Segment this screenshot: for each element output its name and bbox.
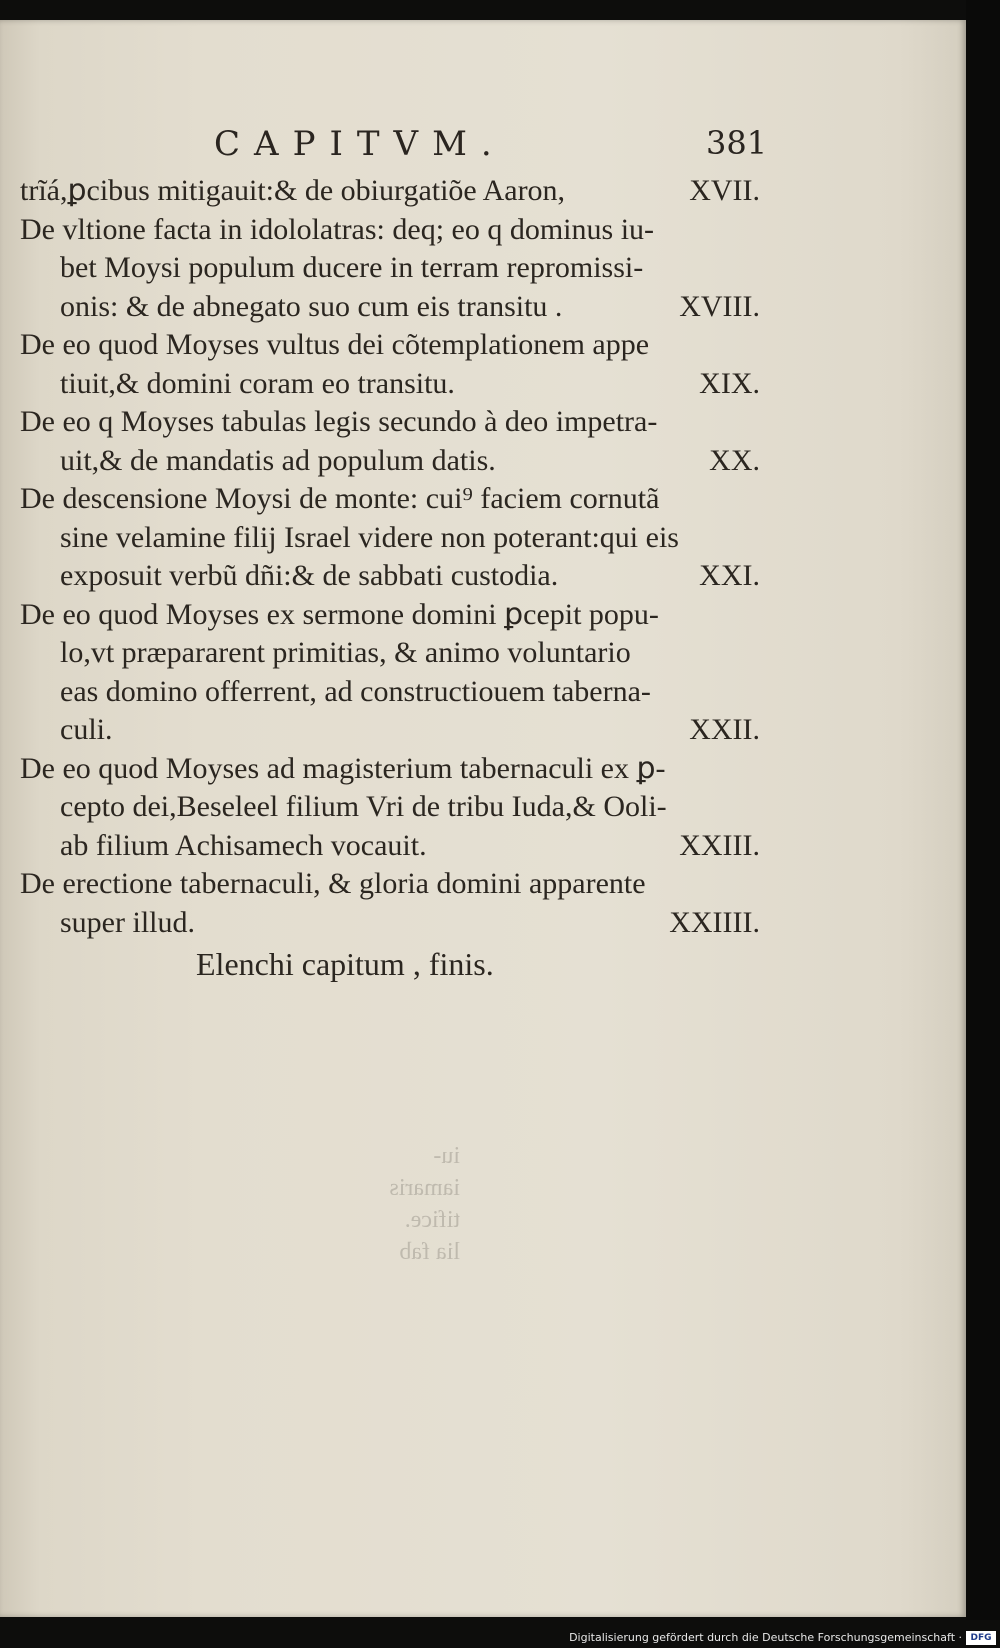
chapter-number: XXIII. <box>679 828 760 862</box>
bleed-line: iu- <box>433 1143 460 1169</box>
chapter-number: XX. <box>709 443 760 477</box>
dfg-logo: DFG <box>966 1631 996 1645</box>
entry-text: tiuit,& domini coram eo transitu. <box>60 366 455 400</box>
entry-text: De eo quod Moyses ex sermone domini ꝑcepit popu- <box>20 597 659 631</box>
chapter-entry-line <box>20 673 760 712</box>
chapter-entry <box>20 596 760 750</box>
entry-text: bet Moysi populum ducere in terram repromissi- <box>60 251 644 284</box>
chapter-number: XVIII. <box>679 289 760 323</box>
entry-text: De eo q Moyses tabulas legis secundo à deo impetra- <box>20 405 658 438</box>
entry-text: De eo quod Moyses ad magisterium tabernaculi ex ꝑ- <box>20 751 666 785</box>
entry-text: exposuit verbũ dñi:& de sabbati custodia. <box>60 559 559 592</box>
chapter-entry-line <box>20 442 760 481</box>
entry-text: De erectione tabernaculi, & gloria domini apparente <box>20 867 646 900</box>
chapter-number: XXII. <box>689 713 760 746</box>
entry-text: eas domino offerrent, ad constructiouem taberna- <box>60 674 651 708</box>
entry-text: culi. <box>60 713 113 746</box>
chapter-entry <box>20 480 760 596</box>
entry-text: cepto dei,Beseleel filium Vri de tribu Iuda,& Ooli- <box>60 790 667 823</box>
chapter-entry-line <box>20 634 760 673</box>
chapter-entry-line <box>20 172 760 211</box>
entry-text: sine velamine filij Israel videre non poterant:qui eis <box>60 520 679 554</box>
chapter-entry <box>20 865 760 942</box>
chapter-entry-line <box>20 249 760 288</box>
running-head: CAPITVM. <box>214 124 506 164</box>
digitization-credit: Digitalisierung gefördert durch die Deutsche Forschungsgemeinschaft · <box>569 1631 962 1644</box>
chapter-list <box>20 172 760 942</box>
chapter-entry-line <box>20 288 760 327</box>
entry-text: onis: & de abnegato suo cum eis transitu . <box>60 289 563 323</box>
entry-text: ab filium Achisamech vocauit. <box>60 828 427 862</box>
chapter-entry-line <box>20 365 760 404</box>
chapter-entry <box>20 172 760 211</box>
chapter-entry <box>20 403 760 480</box>
chapter-entry-line <box>20 904 760 943</box>
chapter-number: XXIIII. <box>669 905 760 939</box>
colophon: Elenchi capitum , finis. <box>196 946 494 982</box>
entry-text: uit,& de mandatis ad populum datis. <box>60 443 496 477</box>
chapter-number: XVII. <box>689 174 760 207</box>
chapter-entry-line <box>20 788 760 827</box>
chapter-entry <box>20 211 760 327</box>
chapter-entry-line <box>20 211 760 250</box>
chapter-entry-line <box>20 480 760 519</box>
chapter-number: XXI. <box>699 559 760 592</box>
chapter-number: XIX. <box>699 366 760 400</box>
book-page <box>0 20 966 1617</box>
bleed-through-text <box>370 1140 460 1268</box>
bleed-line: iamaris <box>389 1175 460 1201</box>
chapter-entry-line <box>20 596 760 635</box>
entry-text: lo,vt præpararent primitias, & animo voluntario <box>60 636 631 669</box>
entry-text: De vltione facta in idololatras: deq; eo q dominus iu- <box>20 212 655 246</box>
entry-text: De descensione Moysi de monte: cui⁹ faciem cornutã <box>20 482 660 515</box>
chapter-entry-line <box>20 865 760 904</box>
scan-border <box>966 0 1000 1620</box>
chapter-entry-line <box>20 827 760 866</box>
chapter-entry-line <box>20 326 760 365</box>
entry-text: super illud. <box>60 905 195 939</box>
bleed-line: tifice. <box>404 1207 460 1233</box>
chapter-entry-line <box>20 711 760 750</box>
page-number: 381 <box>706 124 768 162</box>
page-header <box>0 100 966 170</box>
entry-text: trĩá,ꝑcibus mitigauit:& de obiurgatiõe Aaron, <box>20 174 566 207</box>
entry-text: De eo quod Moyses vultus dei cõtemplationem appe <box>20 328 650 361</box>
bleed-line: lia fab <box>399 1239 460 1265</box>
chapter-entry <box>20 750 760 866</box>
chapter-entry-line <box>20 403 760 442</box>
chapter-entry-line <box>20 519 760 558</box>
chapter-entry-line <box>20 557 760 596</box>
chapter-entry-line <box>20 750 760 789</box>
chapter-entry <box>20 326 760 403</box>
